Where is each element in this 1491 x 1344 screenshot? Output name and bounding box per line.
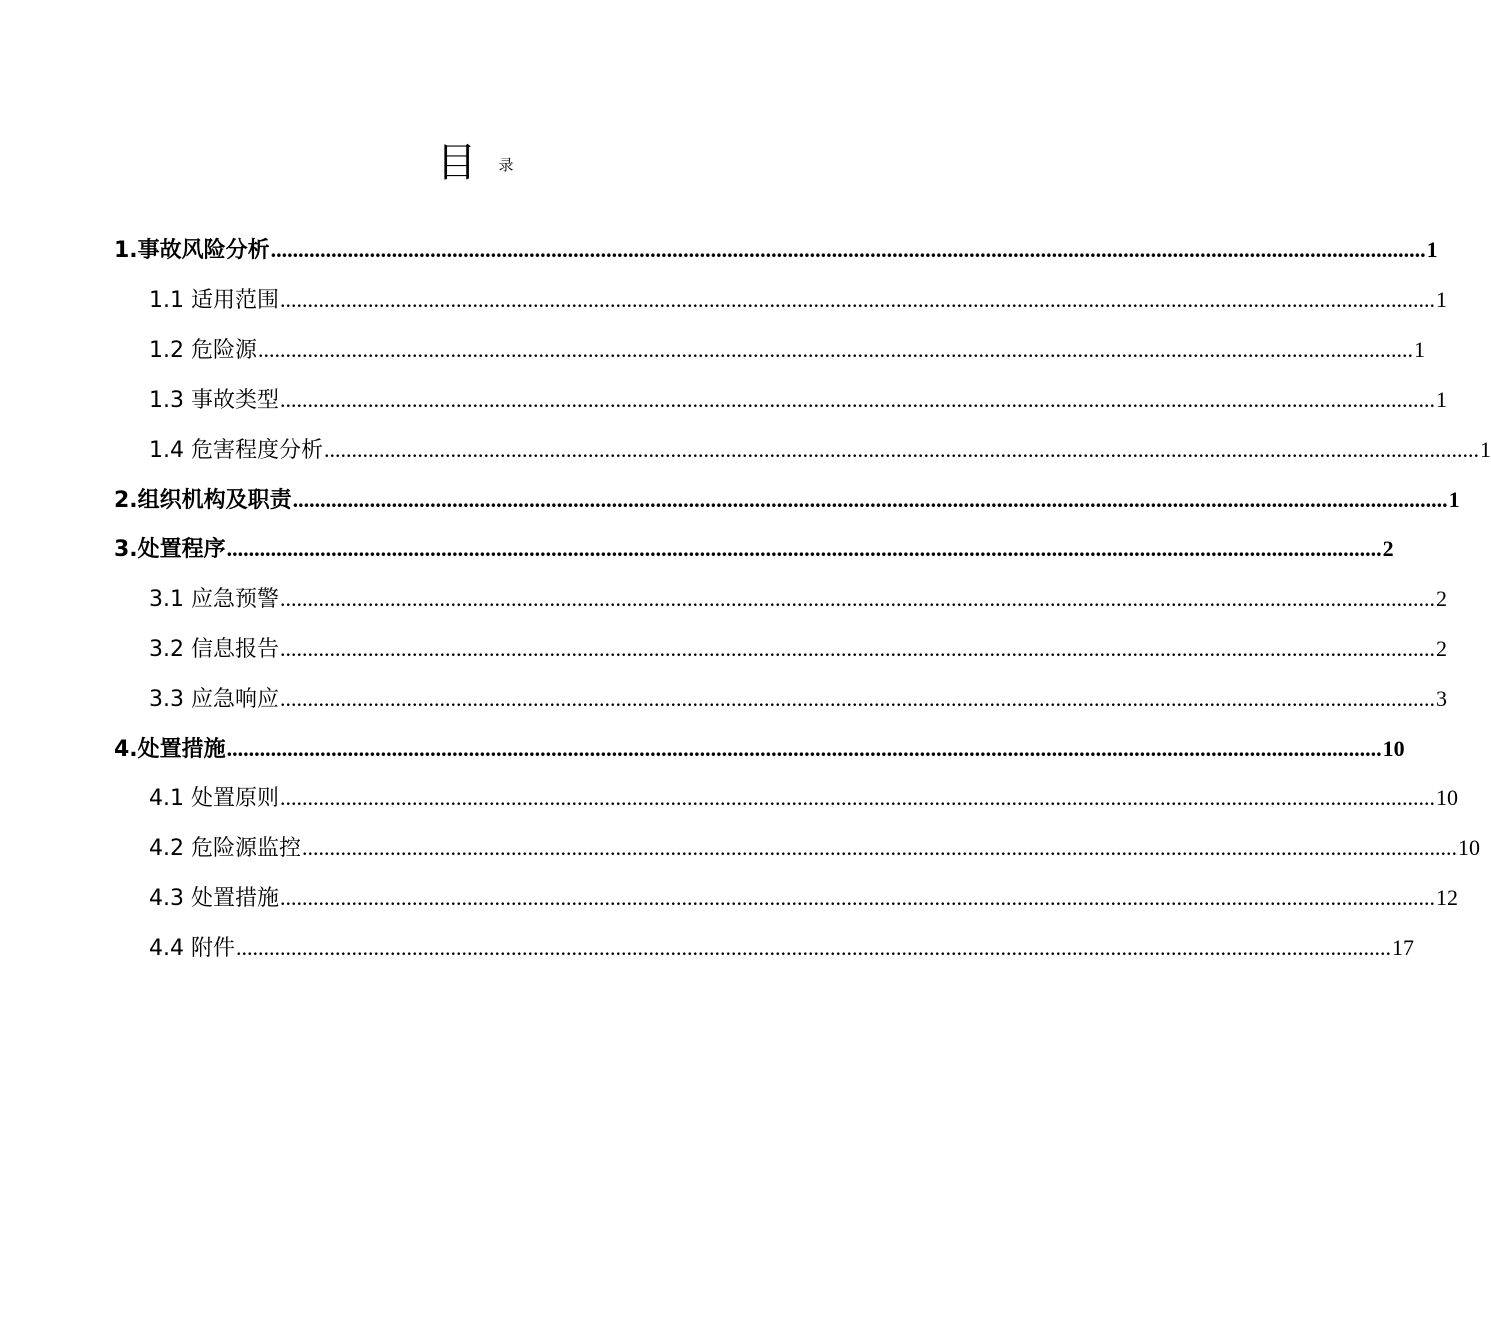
toc-leader-dots: .................................................................................................................................................................................................................. [226, 736, 1382, 761]
toc-entry-label: 3.1 应急预警 [149, 587, 279, 612]
toc-entry-label: 3.2 信息报告 [149, 637, 279, 662]
toc-leader-dots: .................................................................................................................................................................................................................. [226, 536, 1382, 561]
toc-entry-label: 4.3 处置措施 [149, 886, 279, 911]
toc-leader-dots: .................................................................................................................................................................................................................. [279, 636, 1435, 661]
toc-entry-1-2[interactable] [149, 325, 1425, 375]
toc-entry-page: 2 [1435, 636, 1447, 661]
toc-entry-label: 1.2 危险源 [149, 338, 257, 363]
toc-entry-page: 2 [1382, 536, 1394, 561]
toc-entry-page: 10 [1382, 736, 1405, 761]
toc-entry-page: 10 [1435, 785, 1458, 810]
toc-entry-2[interactable] [114, 475, 1460, 525]
toc-entry-4-2[interactable] [149, 823, 1480, 873]
toc-leader-dots: .................................................................................................................................................................................................................. [270, 237, 1426, 262]
toc-entry-4-4[interactable] [149, 923, 1414, 973]
toc-entry-label: 1.4 危害程度分析 [149, 438, 323, 463]
toc-entry-label: 4.2 危险源监控 [149, 836, 301, 861]
toc-leader-dots: .................................................................................................................................................................................................................. [279, 686, 1435, 711]
toc-leader-dots: .................................................................................................................................................................................................................. [279, 287, 1435, 312]
toc-leader-dots: .................................................................................................................................................................................................................. [279, 885, 1435, 910]
toc-entry-1-1[interactable] [149, 275, 1447, 325]
toc-entry-page: 1 [1426, 237, 1438, 262]
toc-entry-label: 4.4 附件 [149, 936, 235, 961]
toc-entry-label: 3.3 应急响应 [149, 687, 279, 712]
toc-entry-page: 17 [1391, 935, 1414, 960]
toc-entry-page: 12 [1435, 885, 1458, 910]
toc-entry-3[interactable] [114, 524, 1394, 574]
toc-entry-4-1[interactable] [149, 773, 1458, 823]
toc-leader-dots: .................................................................................................................................................................................................................. [279, 586, 1435, 611]
toc-entry-4-3[interactable] [149, 873, 1458, 923]
toc-entry-label: 1.1 适用范围 [149, 288, 279, 313]
toc-entry-page: 3 [1435, 686, 1447, 711]
toc-entry-1-3[interactable] [149, 375, 1447, 425]
toc-entry-1-4[interactable] [149, 425, 1491, 475]
toc-leader-dots: .................................................................................................................................................................................................................. [279, 785, 1435, 810]
toc-entry-4[interactable] [114, 724, 1405, 774]
toc-entry-page: 1 [1413, 337, 1425, 362]
toc-entry-page: 1 [1448, 487, 1460, 512]
toc-leader-dots: .................................................................................................................................................................................................................. [235, 935, 1391, 960]
toc-leader-dots: .................................................................................................................................................................................................................. [292, 487, 1448, 512]
toc-entry-page: 1 [1479, 437, 1491, 462]
toc-title [0, 138, 950, 188]
toc-title-small: 录 [498, 156, 514, 174]
toc-leader-dots: .................................................................................................................................................................................................................. [257, 337, 1413, 362]
toc-leader-dots: .................................................................................................................................................................................................................. [279, 387, 1435, 412]
toc-title-main: 目 [436, 140, 477, 186]
toc-entry-label: 1.事故风险分析 [114, 238, 270, 263]
toc-entry-label: 4.1 处置原则 [149, 786, 279, 811]
toc-entry-page: 2 [1435, 586, 1447, 611]
toc-entry-1[interactable] [114, 225, 1438, 275]
toc-entry-label: 4.处置措施 [114, 737, 226, 762]
toc-entry-page: 10 [1457, 835, 1480, 860]
toc-entry-label: 2.组织机构及职责 [114, 488, 292, 513]
toc-leader-dots: .................................................................................................................................................................................................................. [323, 437, 1479, 462]
toc-entry-label: 3.处置程序 [114, 537, 226, 562]
toc-entry-3-1[interactable] [149, 574, 1447, 624]
toc-entry-label: 1.3 事故类型 [149, 388, 279, 413]
toc-entry-3-3[interactable] [149, 674, 1447, 724]
toc-entry-page: 1 [1435, 387, 1447, 412]
toc-leader-dots: .................................................................................................................................................................................................................. [301, 835, 1457, 860]
toc-entry-page: 1 [1435, 287, 1447, 312]
toc-entry-3-2[interactable] [149, 624, 1447, 674]
